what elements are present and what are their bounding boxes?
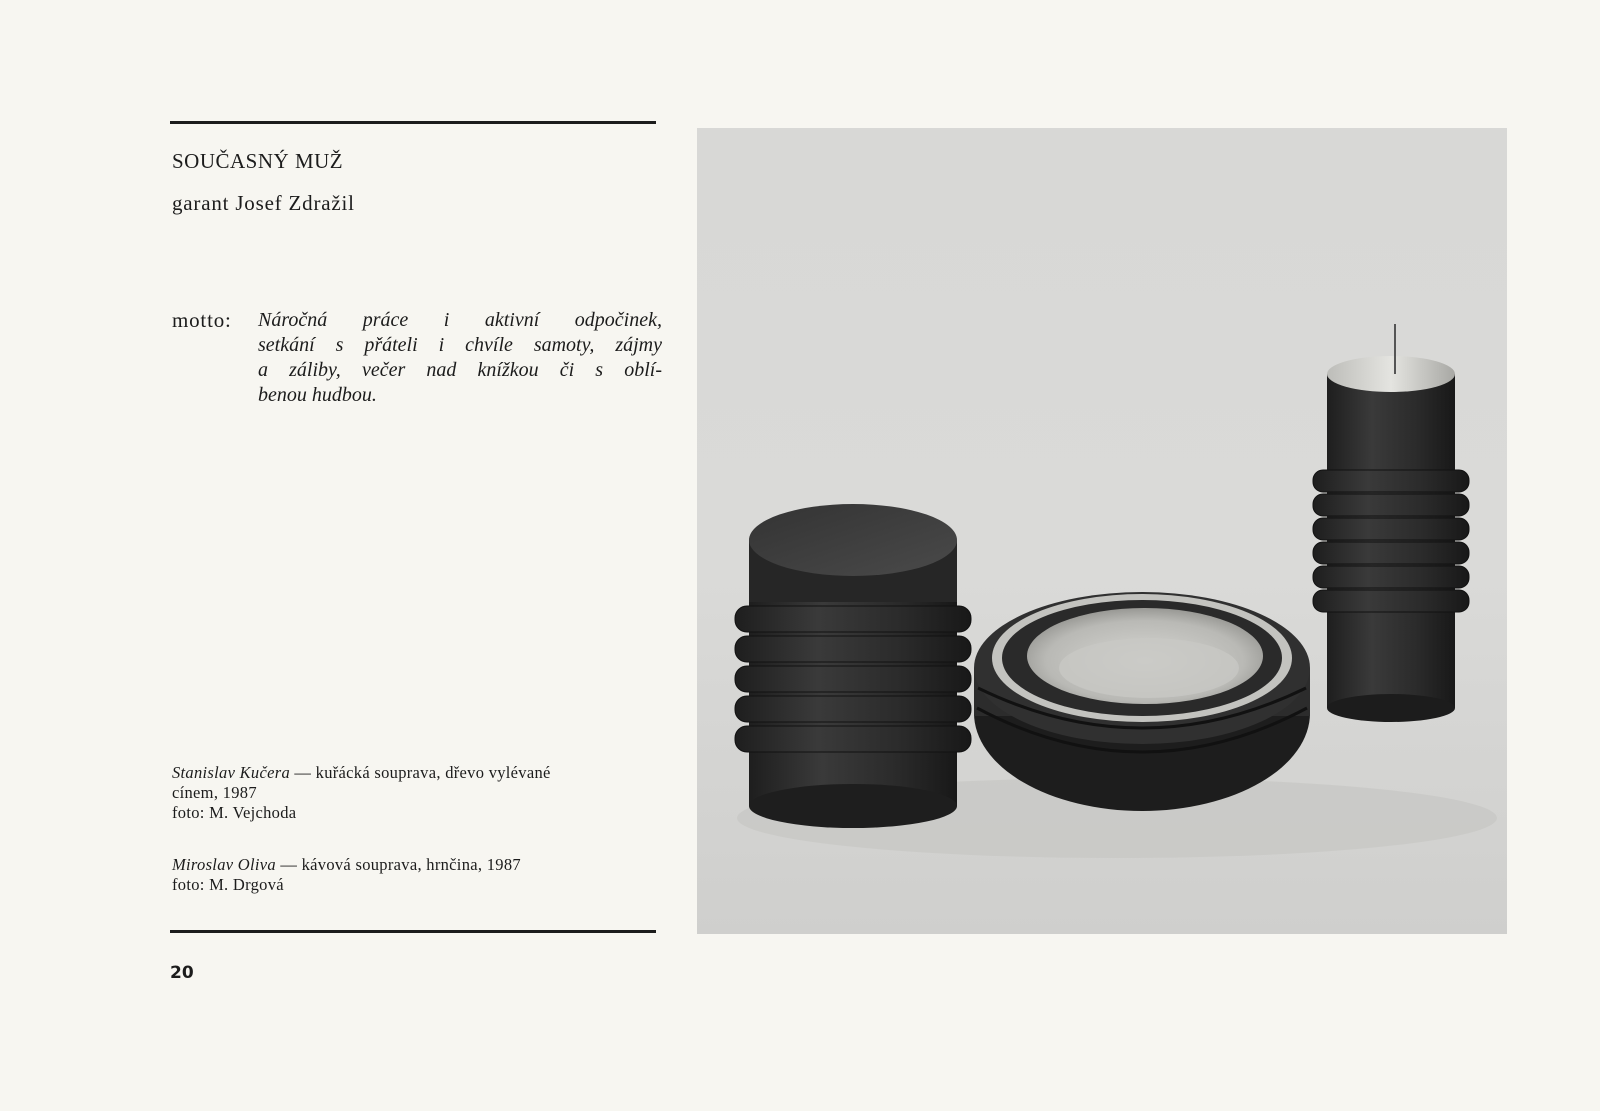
product-photograph (697, 128, 1507, 934)
caption-line (172, 855, 664, 875)
caption-line: cínem, 1987 (172, 783, 257, 802)
smoking-set-illustration (697, 128, 1507, 934)
motto-line: Náročná práce i aktivní odpočinek, (258, 309, 662, 331)
section-title: SOUČASNÝ MUŽ (172, 149, 344, 173)
artist-name: Stanislav Kučera (172, 763, 290, 782)
motto-line: a záliby, večer nad knížkou či s oblí- (258, 359, 662, 381)
photo-caption-kucera (172, 763, 664, 823)
ashtray (974, 592, 1310, 811)
motto-line: benou hudbou. (258, 384, 377, 406)
caption-line (172, 763, 664, 783)
caption-description: — kuřácká souprava, dřevo vylévané (290, 763, 551, 782)
artist-name: Miroslav Oliva (172, 855, 276, 874)
cylinder-holder (1313, 324, 1469, 722)
page-number: 20 (170, 963, 194, 983)
photo-credit: foto: M. Vejchoda (172, 803, 297, 822)
top-rule (170, 121, 656, 124)
photo-caption-oliva (172, 855, 664, 895)
bottom-rule (170, 930, 656, 933)
guarantor-line: garant Josef Zdražil (172, 191, 355, 215)
motto-line: setkání s přáteli i chvíle samoty, zájmy (258, 334, 662, 356)
motto-label: motto: (172, 308, 232, 332)
caption-description: — kávová souprava, hrnčina, 1987 (275, 855, 521, 874)
ribbed-box (735, 504, 971, 828)
photo-credit: foto: M. Drgová (172, 875, 284, 894)
motto-text (258, 308, 662, 408)
